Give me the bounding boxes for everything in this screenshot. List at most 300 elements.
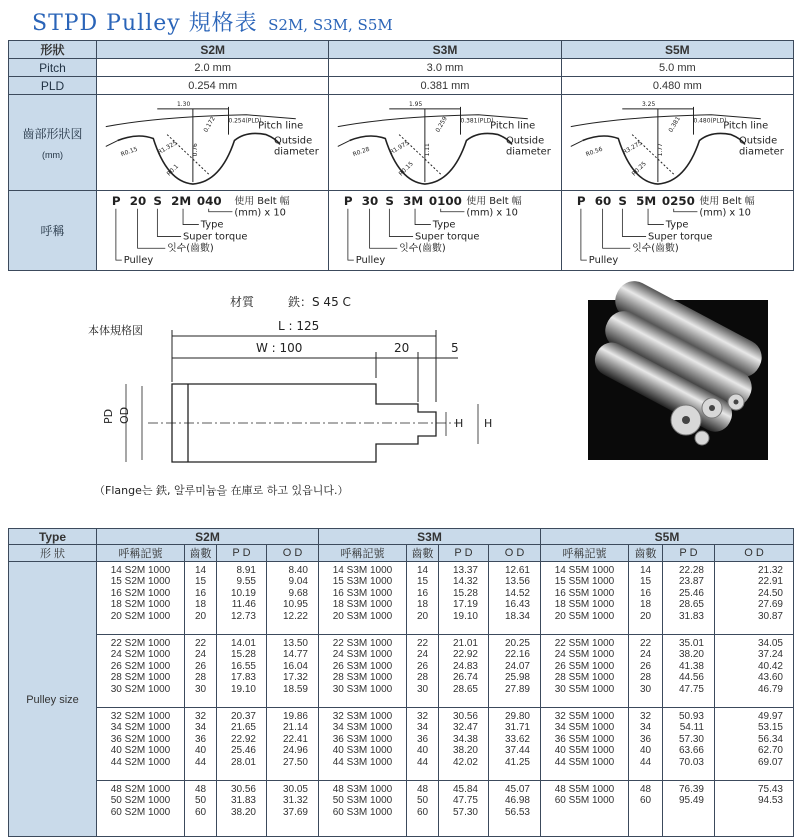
label-pulley: Pulley bbox=[356, 255, 386, 267]
size-value: 34 bbox=[194, 722, 207, 734]
dim-d2: 0.381 bbox=[667, 115, 682, 134]
size-value: 44 bbox=[194, 756, 207, 768]
size-value: 18 bbox=[639, 599, 652, 611]
size-group-row bbox=[9, 781, 794, 837]
size-value: 49.97 bbox=[757, 711, 783, 722]
spec-label-pitch: Pitch bbox=[9, 59, 97, 77]
size-cell-teeth bbox=[185, 562, 217, 635]
size-value: 34 S3M 1000 bbox=[332, 722, 393, 734]
spec-col-name: S3M bbox=[329, 41, 561, 59]
size-cell-codes bbox=[541, 781, 629, 837]
label-diameter: diameter bbox=[274, 146, 319, 158]
size-cell-teeth bbox=[629, 781, 663, 837]
size-value: 32 S5M 1000 bbox=[554, 711, 615, 722]
tooth-profile-drawing bbox=[329, 95, 560, 190]
size-value: 22 bbox=[194, 638, 207, 649]
size-value: 20 S5M 1000 bbox=[554, 610, 615, 622]
size-value: 48 bbox=[194, 784, 207, 795]
dim-r3: R0.1 bbox=[165, 163, 181, 178]
size-cell-codes bbox=[319, 562, 407, 635]
size-header-type bbox=[9, 529, 794, 545]
size-subheader: P D bbox=[439, 545, 489, 562]
size-cell-pd bbox=[663, 781, 715, 837]
size-value: 28.65 bbox=[452, 683, 478, 695]
size-value: 30.05 bbox=[282, 784, 308, 795]
size-value: 26 bbox=[194, 660, 207, 672]
size-value: 48 S5M 1000 bbox=[554, 784, 615, 795]
size-value: 24 bbox=[194, 649, 207, 661]
size-value: 44 S2M 1000 bbox=[110, 756, 171, 768]
size-subheader: O D bbox=[489, 545, 541, 562]
size-subheader: P D bbox=[663, 545, 715, 562]
size-value: 62.70 bbox=[757, 745, 783, 757]
size-value: 40 S3M 1000 bbox=[332, 745, 393, 757]
size-cell-codes bbox=[541, 562, 629, 635]
size-cell-codes bbox=[541, 635, 629, 708]
size-value: 19.86 bbox=[282, 711, 308, 722]
size-subheader: P D bbox=[217, 545, 267, 562]
size-value: 50 S3M 1000 bbox=[332, 795, 393, 807]
size-value: 28 S2M 1000 bbox=[110, 672, 171, 684]
size-value: 40 S2M 1000 bbox=[110, 745, 171, 757]
size-value: 44 bbox=[416, 756, 429, 768]
size-value: 8.91 bbox=[236, 565, 256, 576]
size-value: 28.65 bbox=[678, 599, 704, 611]
size-value: 24 S3M 1000 bbox=[332, 649, 393, 661]
size-value: 50 S2M 1000 bbox=[110, 795, 171, 807]
size-value: 22 bbox=[639, 638, 652, 649]
size-value: 18 bbox=[194, 599, 207, 611]
size-value: 27.50 bbox=[282, 756, 308, 768]
size-value: 22 S5M 1000 bbox=[554, 638, 615, 649]
size-value: 45.07 bbox=[504, 784, 530, 795]
size-value: 18 S3M 1000 bbox=[332, 599, 393, 611]
size-subheader: O D bbox=[715, 545, 794, 562]
size-value: 30 bbox=[639, 683, 652, 695]
code-diagram bbox=[329, 191, 560, 270]
code-type: 3M bbox=[403, 193, 424, 208]
size-cell-od bbox=[715, 781, 794, 837]
size-value: 28.01 bbox=[230, 756, 256, 768]
size-value: 20 bbox=[194, 610, 207, 622]
size-shape-label: 形 狀 bbox=[9, 545, 97, 562]
size-value: 76.39 bbox=[678, 784, 704, 795]
title-sub: S2M, S3M, S5M bbox=[268, 16, 393, 34]
size-value: 30 S3M 1000 bbox=[332, 683, 393, 695]
size-cell-teeth bbox=[407, 708, 439, 781]
size-value: 37.44 bbox=[504, 745, 530, 757]
dim-h: 1.77 bbox=[656, 143, 664, 157]
size-value: 70.03 bbox=[678, 756, 704, 768]
size-value: 17.83 bbox=[230, 672, 256, 684]
size-value: 14 S5M 1000 bbox=[554, 565, 615, 576]
size-value: 9.04 bbox=[288, 576, 308, 588]
size-value: 14 bbox=[194, 565, 207, 576]
spec-tooth-row bbox=[9, 95, 794, 191]
size-value: 41.38 bbox=[678, 660, 704, 672]
spec-pitch-row bbox=[9, 59, 794, 77]
material-value: 鉄：S 45 C bbox=[288, 295, 351, 309]
size-value: 16 bbox=[416, 587, 429, 599]
spec-label-tooth bbox=[9, 95, 97, 191]
size-value: 60 bbox=[639, 795, 652, 807]
flange-note: （Flange는 鉄, 알루미늄을 在庫로 하고 있읍니다.） bbox=[94, 484, 349, 497]
size-cell-pd bbox=[439, 635, 489, 708]
size-value: 16.04 bbox=[282, 660, 308, 672]
label-teeth: 잇수(齒數) bbox=[167, 243, 214, 255]
size-cell-od bbox=[715, 708, 794, 781]
size-value: 16 S3M 1000 bbox=[332, 587, 393, 599]
tooth-profile-drawing bbox=[562, 95, 793, 190]
size-value: 26 S5M 1000 bbox=[554, 660, 615, 672]
size-value: 56.34 bbox=[757, 733, 783, 745]
size-value: 30 S5M 1000 bbox=[554, 683, 615, 695]
size-value: 16.55 bbox=[230, 660, 256, 672]
size-value: 35.01 bbox=[678, 638, 704, 649]
size-cell-codes bbox=[541, 708, 629, 781]
size-value: 24 S5M 1000 bbox=[554, 649, 615, 661]
spec-label-shape: 形狀 bbox=[9, 41, 97, 59]
size-value: 60 S2M 1000 bbox=[110, 806, 171, 818]
size-value: 32 bbox=[194, 711, 207, 722]
size-value: 32 bbox=[639, 711, 652, 722]
size-value: 14.32 bbox=[452, 576, 478, 588]
label-diameter: diameter bbox=[738, 146, 784, 158]
size-value: 38.20 bbox=[678, 649, 704, 661]
size-value: 15 S3M 1000 bbox=[332, 576, 393, 588]
size-value: 30 S2M 1000 bbox=[110, 683, 171, 695]
size-value: 23.87 bbox=[678, 576, 704, 588]
size-value: 22.92 bbox=[452, 649, 478, 661]
dim-20: 20 bbox=[394, 341, 410, 355]
title-main: STPD Pulley 規格表 bbox=[32, 11, 258, 36]
code-width: 0250 bbox=[661, 193, 695, 208]
label-pitch-line: Pitch line bbox=[258, 120, 304, 132]
size-value: 26 S2M 1000 bbox=[110, 660, 171, 672]
size-cell-codes bbox=[97, 708, 185, 781]
size-type-label: Type bbox=[9, 529, 97, 545]
dim-d2: 0.259 bbox=[434, 115, 450, 134]
size-subheader: 呼稱記號 bbox=[97, 545, 185, 562]
size-value: 34 bbox=[416, 722, 429, 734]
size-value: 18 S5M 1000 bbox=[554, 599, 615, 611]
size-value: 40 bbox=[194, 745, 207, 757]
size-cell-pd bbox=[439, 708, 489, 781]
dim-W: W : 100 bbox=[256, 341, 303, 355]
size-value: 42.02 bbox=[452, 756, 478, 768]
size-subheader: 齒數 bbox=[629, 545, 663, 562]
size-value: 27.69 bbox=[757, 599, 783, 611]
size-subheader: O D bbox=[267, 545, 319, 562]
size-value: 12.22 bbox=[282, 610, 308, 622]
spec-table bbox=[8, 40, 794, 271]
size-value: 31.32 bbox=[282, 795, 308, 807]
size-value: 18 S2M 1000 bbox=[110, 599, 171, 611]
size-value: 63.66 bbox=[678, 745, 704, 757]
dim-top: 1.30 bbox=[177, 100, 191, 108]
code-width: 040 bbox=[196, 193, 222, 208]
size-cell-codes bbox=[97, 635, 185, 708]
dim-h: 1.11 bbox=[424, 143, 432, 157]
code-diagram bbox=[562, 191, 793, 270]
code-cell bbox=[329, 191, 561, 271]
label-pulley: Pulley bbox=[123, 255, 154, 267]
size-value: 41.25 bbox=[504, 756, 530, 768]
label-belt: 使用 Belt 幅 bbox=[699, 195, 755, 207]
tooth-unit: (mm) bbox=[42, 150, 63, 160]
size-value: 22.16 bbox=[504, 649, 530, 661]
spec-col-name: S2M bbox=[97, 41, 329, 59]
size-cell-teeth bbox=[629, 708, 663, 781]
size-value: 36 S3M 1000 bbox=[332, 733, 393, 745]
spec-pitch-value: 2.0 mm bbox=[97, 59, 329, 77]
size-value: 24.96 bbox=[282, 745, 308, 757]
size-value: 17.32 bbox=[282, 672, 308, 684]
size-value: 22.92 bbox=[230, 733, 256, 745]
size-value: 29.80 bbox=[504, 711, 530, 722]
size-group-row bbox=[9, 562, 794, 635]
size-value: 22.91 bbox=[757, 576, 783, 588]
code-s: S bbox=[153, 193, 162, 208]
spec-pitch-value: 3.0 mm bbox=[329, 59, 561, 77]
label-outside: Outside bbox=[274, 135, 313, 147]
size-value: 31.83 bbox=[678, 610, 704, 622]
size-value: 14 bbox=[639, 565, 652, 576]
size-value: 36 bbox=[416, 733, 429, 745]
spec-label-pld: PLD bbox=[9, 77, 97, 95]
size-value: 48 S3M 1000 bbox=[332, 784, 393, 795]
size-cell-od bbox=[267, 562, 319, 635]
size-cell-teeth bbox=[407, 562, 439, 635]
size-value: 21.65 bbox=[230, 722, 256, 734]
dim-r2: R3.275 bbox=[621, 139, 644, 157]
size-cell-od bbox=[715, 635, 794, 708]
size-value: 8.40 bbox=[288, 565, 308, 576]
size-cell-pd bbox=[663, 635, 715, 708]
size-value: 50 bbox=[416, 795, 429, 807]
label-pitch-line: Pitch line bbox=[722, 120, 768, 132]
size-col-name: S5M bbox=[541, 529, 794, 545]
size-cell-od bbox=[267, 708, 319, 781]
label-teeth: 잇수(齒數) bbox=[631, 243, 679, 255]
spec-pld-value: 0.480 mm bbox=[561, 77, 793, 95]
size-value: 53.15 bbox=[757, 722, 783, 734]
size-value: 30 bbox=[194, 683, 207, 695]
size-value: 15 S5M 1000 bbox=[554, 576, 615, 588]
size-value: 19.10 bbox=[452, 610, 478, 622]
size-subheader: 呼稱記號 bbox=[541, 545, 629, 562]
size-cell-teeth bbox=[629, 635, 663, 708]
size-value: 48 bbox=[639, 784, 652, 795]
size-value: 18.34 bbox=[504, 610, 530, 622]
size-cell-teeth bbox=[185, 708, 217, 781]
size-value: 28 bbox=[416, 672, 429, 684]
size-value: 34.05 bbox=[757, 638, 783, 649]
dim-pld: 0.254(PLD) bbox=[228, 117, 262, 125]
size-subheader: 齒數 bbox=[407, 545, 439, 562]
size-value: 57.30 bbox=[452, 806, 478, 818]
page-title bbox=[32, 6, 393, 36]
size-cell-teeth bbox=[407, 781, 439, 837]
body-label: 本体規格図 bbox=[88, 324, 143, 337]
size-value: 34.38 bbox=[452, 733, 478, 745]
size-value: 17.19 bbox=[452, 599, 478, 611]
size-value: 10.95 bbox=[282, 599, 308, 611]
size-cell-teeth bbox=[407, 635, 439, 708]
size-value: 24.50 bbox=[757, 587, 783, 599]
size-value: 14 bbox=[416, 565, 429, 576]
size-cell-pd bbox=[439, 562, 489, 635]
size-value: 32 S3M 1000 bbox=[332, 711, 393, 722]
size-value: 95.49 bbox=[678, 795, 704, 807]
label-teeth: 잇수(齒數) bbox=[399, 243, 447, 255]
size-value: 22.41 bbox=[282, 733, 308, 745]
size-value: 24 bbox=[416, 649, 429, 661]
dim-r3: R0.15 bbox=[397, 160, 416, 178]
size-value: 20.37 bbox=[230, 711, 256, 722]
tooth-cell bbox=[329, 95, 561, 191]
size-value: 13.56 bbox=[504, 576, 530, 588]
code-p: P bbox=[576, 193, 586, 208]
material-label: 材質 bbox=[230, 295, 255, 309]
size-value: 43.60 bbox=[757, 672, 783, 684]
code-s: S bbox=[618, 193, 627, 208]
label-OD: OD bbox=[118, 406, 131, 424]
size-value: 14 S2M 1000 bbox=[110, 565, 171, 576]
size-value: 44 bbox=[639, 756, 652, 768]
label-belt: 使用 Belt 幅 bbox=[466, 195, 522, 207]
size-value: 22 S2M 1000 bbox=[110, 638, 171, 649]
label-belt-unit: (mm) x 10 bbox=[699, 207, 751, 219]
size-value: 28 bbox=[639, 672, 652, 684]
size-value: 16 bbox=[194, 587, 207, 599]
size-value: 34 S2M 1000 bbox=[110, 722, 171, 734]
size-value: 26 bbox=[639, 660, 652, 672]
pulley-body-drawing bbox=[88, 290, 508, 505]
dim-h: 0.76 bbox=[191, 143, 199, 157]
size-cell-teeth bbox=[185, 635, 217, 708]
size-value: 16 S5M 1000 bbox=[554, 587, 615, 599]
spec-label-code: 呼稱 bbox=[9, 191, 97, 271]
size-value: 38.20 bbox=[452, 745, 478, 757]
label-type: Type bbox=[200, 219, 224, 231]
size-value: 26.74 bbox=[452, 672, 478, 684]
code-p: P bbox=[111, 193, 121, 208]
size-value: 46.79 bbox=[757, 683, 783, 695]
size-value: 21.32 bbox=[757, 565, 783, 576]
size-value: 16 bbox=[639, 587, 652, 599]
size-value: 36 S5M 1000 bbox=[554, 733, 615, 745]
size-value: 60 bbox=[416, 806, 429, 818]
spec-pld-value: 0.381 mm bbox=[329, 77, 561, 95]
size-value: 44 S5M 1000 bbox=[554, 756, 615, 768]
size-value: 18.59 bbox=[282, 683, 308, 695]
spec-code-row bbox=[9, 191, 794, 271]
size-value: 47.75 bbox=[678, 683, 704, 695]
label-super: Super torque bbox=[183, 231, 248, 243]
size-value: 60 S5M 1000 bbox=[554, 795, 615, 807]
label-super: Super torque bbox=[647, 231, 713, 243]
size-value: 40.42 bbox=[757, 660, 783, 672]
size-value: 37.24 bbox=[757, 649, 783, 661]
label-pulley: Pulley bbox=[588, 255, 618, 267]
size-value: 36 bbox=[639, 733, 652, 745]
size-value: 48 S2M 1000 bbox=[110, 784, 171, 795]
label-outside: Outside bbox=[738, 135, 777, 147]
size-value: 40 bbox=[639, 745, 652, 757]
size-value: 22.28 bbox=[678, 565, 704, 576]
size-value: 60 S3M 1000 bbox=[332, 806, 393, 818]
size-cell-pd bbox=[217, 781, 267, 837]
size-value: 44 S3M 1000 bbox=[332, 756, 393, 768]
spec-col-name: S5M bbox=[561, 41, 793, 59]
size-value: 54.11 bbox=[679, 722, 704, 734]
size-value: 30 bbox=[416, 683, 429, 695]
dim-d2: 0.172 bbox=[202, 115, 217, 134]
size-value: 21.01 bbox=[452, 638, 478, 649]
size-value: 37.69 bbox=[282, 806, 308, 818]
size-value: 75.43 bbox=[757, 784, 783, 795]
size-value: 15.28 bbox=[452, 587, 478, 599]
size-value: 9.68 bbox=[288, 587, 308, 599]
size-value: 40 S5M 1000 bbox=[554, 745, 615, 757]
label-H-outer: H bbox=[484, 417, 493, 430]
size-value: 15 bbox=[639, 576, 652, 588]
dim-r2: R1.325 bbox=[156, 139, 179, 157]
tooth-cell bbox=[561, 95, 793, 191]
code-cell bbox=[97, 191, 329, 271]
size-value: 28 S5M 1000 bbox=[554, 672, 615, 684]
size-value: 46.98 bbox=[504, 795, 530, 807]
size-value: 24.07 bbox=[504, 660, 530, 672]
size-value: 20 bbox=[639, 610, 652, 622]
size-value: 24 bbox=[639, 649, 652, 661]
size-value: 12.61 bbox=[504, 565, 530, 576]
code-teeth: 20 bbox=[129, 193, 147, 208]
code-type: 5M bbox=[635, 193, 656, 208]
size-value: 16.43 bbox=[504, 599, 530, 611]
size-value: 36 S2M 1000 bbox=[110, 733, 171, 745]
dim-5: 5 bbox=[451, 341, 459, 355]
spec-pitch-value: 5.0 mm bbox=[561, 59, 793, 77]
label-type: Type bbox=[665, 219, 689, 231]
size-value: 31.71 bbox=[504, 722, 530, 734]
size-value: 20 S2M 1000 bbox=[110, 610, 171, 622]
label-belt-unit: (mm) x 10 bbox=[234, 207, 286, 219]
size-col-name: S2M bbox=[97, 529, 319, 545]
size-cell-teeth bbox=[629, 562, 663, 635]
dim-top: 1.95 bbox=[409, 100, 423, 108]
size-cell-codes bbox=[319, 635, 407, 708]
size-cell-od bbox=[267, 781, 319, 837]
size-value: 15 bbox=[416, 576, 429, 588]
size-value: 13.50 bbox=[282, 638, 308, 649]
size-value: 28 bbox=[194, 672, 207, 684]
size-value: 14.01 bbox=[230, 638, 256, 649]
size-value: 14.77 bbox=[282, 649, 308, 661]
code-s: S bbox=[385, 193, 395, 208]
spec-pld-row bbox=[9, 77, 794, 95]
size-subheader: 齒數 bbox=[185, 545, 217, 562]
size-value: 32.47 bbox=[452, 722, 478, 734]
size-value: 15 bbox=[194, 576, 207, 588]
size-value: 22 bbox=[416, 638, 429, 649]
size-value: 26 bbox=[416, 660, 429, 672]
label-belt-unit: (mm) x 10 bbox=[466, 207, 519, 219]
dim-r1: R0.28 bbox=[352, 145, 371, 159]
dim-r3: R0.25 bbox=[630, 160, 648, 178]
size-cell-pd bbox=[217, 562, 267, 635]
